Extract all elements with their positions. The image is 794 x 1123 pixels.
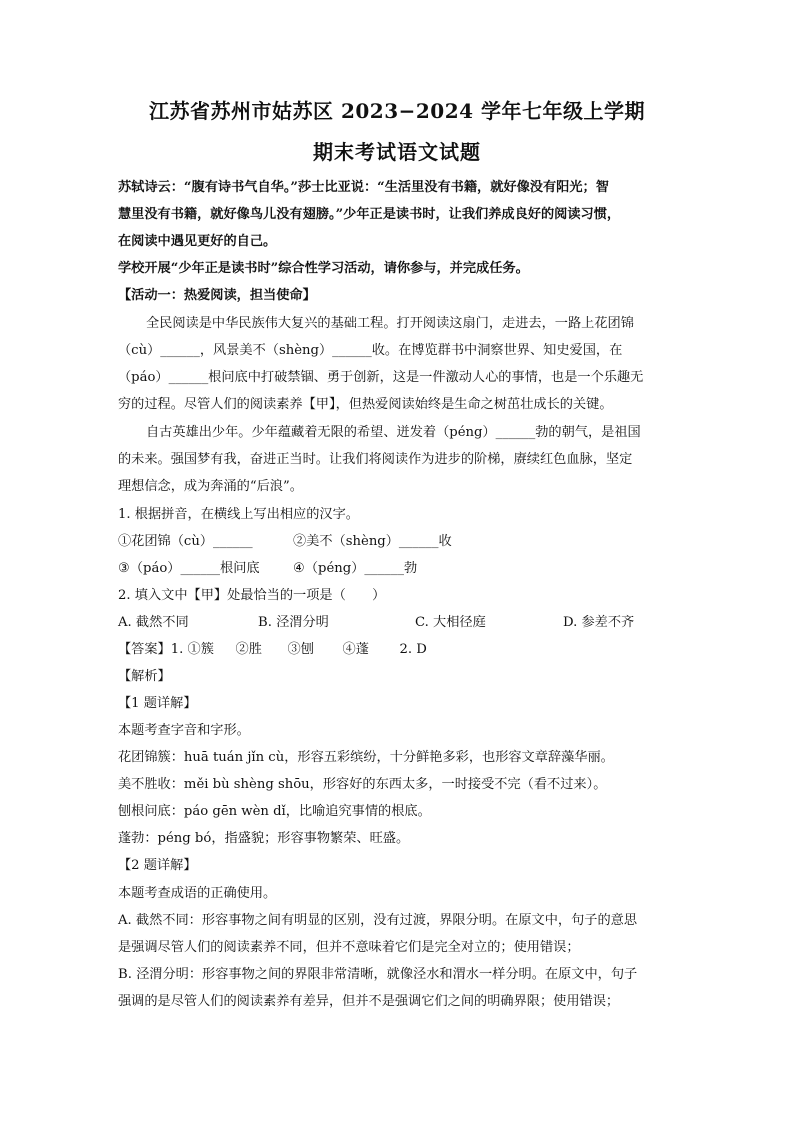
- question-2-option: B. 泾渭分明: [258, 615, 329, 630]
- detail-2-line: A. 截然不同：形容事物之间有明显的区别，没有过渡，界限分明。在原文中，句子的意思: [118, 913, 638, 928]
- answer-q1-item: ②胜: [235, 642, 262, 657]
- question-1-item: ④（péng）______勃: [293, 561, 418, 576]
- intro-line: 苏轼诗云：“腹有诗书气自华。”莎士比亚说：“生活里没有书籍，就好像没有阳光；智: [118, 180, 609, 195]
- question-2-option: A. 截然不同: [118, 615, 189, 630]
- title-line-1: 江苏省苏州市姑苏区 2023−2024 学年七年级上学期: [148, 99, 645, 123]
- passage-line: 的未来。强国梦有我，奋进正当时。让我们将阅读作为进步的阶梯，赓续红色血脉，坚定: [118, 452, 633, 467]
- passage-line: 穷的过程。尽管人们的阅读素养【甲】，但热爱阅读始终是生命之树茁壮成长的关键。: [118, 397, 613, 412]
- question-2-option: C. 大相径庭: [415, 615, 486, 630]
- detail-1-line: 美不胜收：měi bù shèng shōu，形容好的东西太多，一时接受不完（看不过来）。: [118, 777, 607, 792]
- passage-line: （páo）______根问底中打破禁锢、勇于创新，这是一件激动人心的事情，也是一个乐趣无: [118, 370, 644, 385]
- activity-heading: 【活动一：热爱阅读，担当使命】: [118, 288, 316, 303]
- passage-line: （cù）______，风景美不（shèng）______收。在博览群书中洞察世界、知史爱国，在: [118, 343, 623, 358]
- answer-line: [118, 640, 427, 660]
- detail-1-line: 蓬勃：péng bó，指盛貌；形容事物繁荣、旺盛。: [118, 831, 410, 846]
- answer-q1-item: ①簇: [187, 642, 214, 657]
- passage-line: 理想信念，成为奔涌的“后浪”。: [118, 479, 303, 494]
- analysis-heading: 【解析】: [118, 669, 171, 684]
- intro-line: 学校开展“少年正是读书时”综合性学习活动，请你参与，并完成任务。: [118, 261, 529, 276]
- detail-2-line: 本题考查成语的正确使用。: [118, 886, 277, 901]
- detail-2-line: 是强调尽管人们的阅读素养不同，但并不意味着它们是完全对立的；使用错误；: [118, 940, 580, 955]
- question-2-stem: 2. 填入文中【甲】处最恰当的一项是（ ）: [118, 588, 386, 603]
- answer-q2: 2. D: [399, 642, 427, 657]
- detail-2-heading: 【2 题详解】: [118, 858, 197, 873]
- detail-2-line: 强调的是尽管人们的阅读素养有差异，但并不是强调它们之间的明确界限；使用错误；: [118, 994, 620, 1009]
- intro-line: 慧里没有书籍，就好像鸟儿没有翅膀。”少年正是读书时，让我们养成良好的阅读习惯，: [118, 207, 621, 222]
- question-2-option: D. 参差不齐: [563, 615, 635, 630]
- answer-q1-item: ④蓬: [342, 642, 369, 657]
- question-1-item: ①花团锦（cù）______: [118, 534, 253, 549]
- question-1-stem: 1. 根据拼音，在横线上写出相应的汉字。: [118, 507, 359, 522]
- detail-1-line: 刨根问底：páo gēn wèn dǐ，比喻追究事情的根底。: [118, 804, 431, 819]
- answer-q1-item: ③刨: [287, 642, 314, 657]
- question-1-item: ③（páo）______根问底: [118, 561, 260, 576]
- answer-q1-prefix: 1.: [170, 642, 188, 657]
- answer-label: 【答案】: [118, 642, 171, 657]
- detail-2-line: B. 泾渭分明：形容事物之间的界限非常清晰，就像泾水和渭水一样分明。在原文中，句子: [118, 967, 638, 982]
- intro-line: 在阅读中遇见更好的自己。: [118, 234, 277, 249]
- question-1-item: ②美不（shèng）______收: [293, 534, 452, 549]
- passage-line: 全民阅读是中华民族伟大复兴的基础工程。打开阅读这扇门，走进去，一路上花团锦: [146, 316, 634, 331]
- detail-1-heading: 【1 题详解】: [118, 696, 197, 711]
- title-line-2: 期末考试语文试题: [313, 140, 481, 164]
- passage-line: 自古英雄出少年。少年蕴藏着无限的希望、迸发着（péng）______勃的朝气，是祖国: [146, 425, 641, 440]
- detail-1-line: 本题考查字音和字形。: [118, 723, 250, 738]
- detail-1-line: 花团锦簇：huā tuán jǐn cù，形容五彩缤纷，十分鲜艳多彩，也形容文章辞藻华丽。: [118, 750, 614, 765]
